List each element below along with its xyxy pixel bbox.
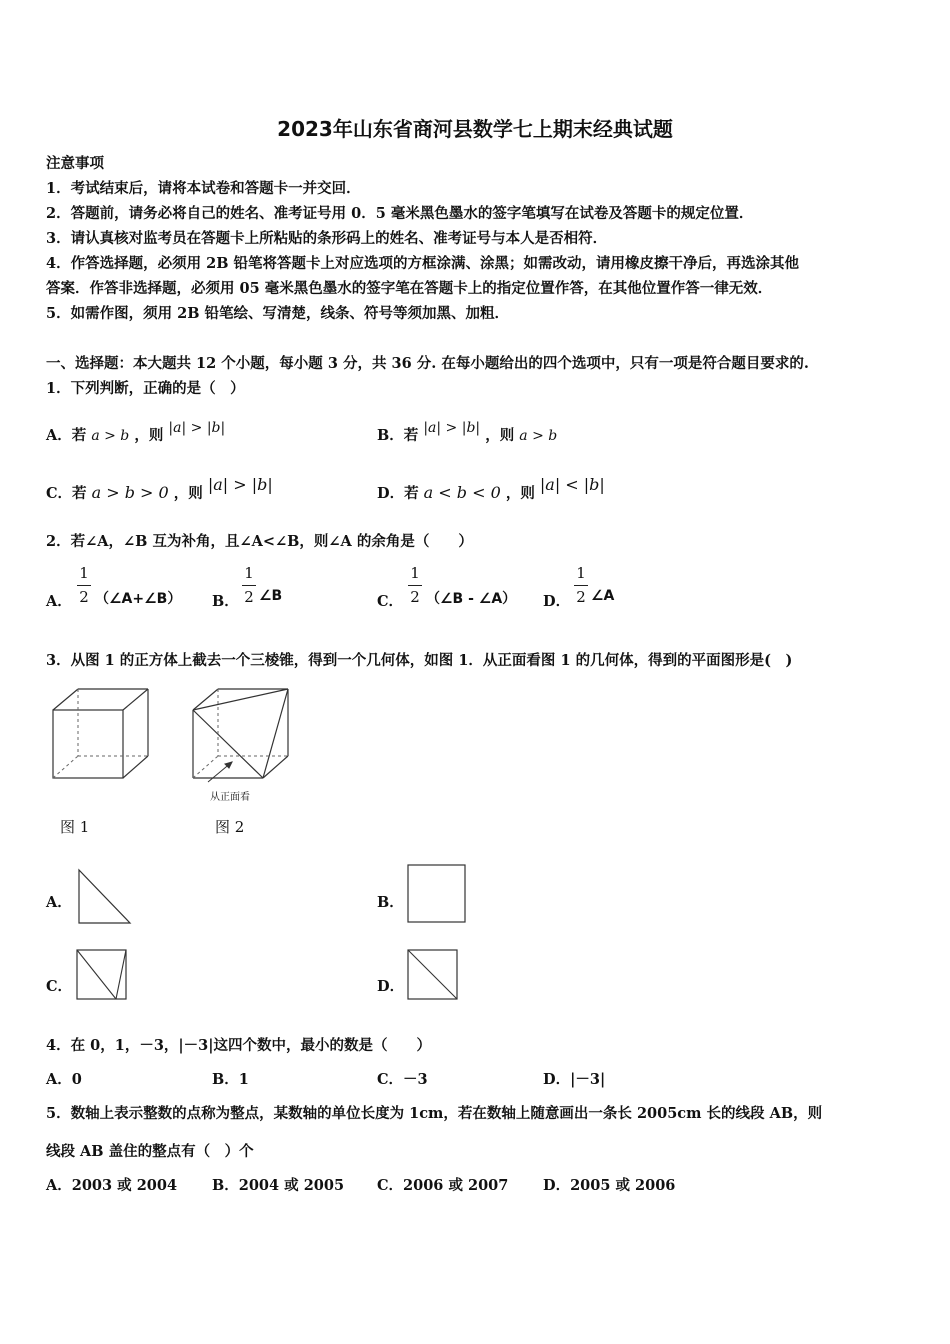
notice-item: 3．请认真核对监考员在答题卡上所粘贴的条形码上的姓名、准考证号与本人是否相符．: [46, 230, 608, 247]
q5-stem-line-2: 线段 AB 盖住的整点有（ ）个: [46, 1143, 254, 1160]
q5-option-c[interactable]: C．2006 或 2007: [377, 1177, 509, 1194]
q2-option-a-text: （∠A+∠B）: [95, 591, 182, 607]
q2-option-b-text: ∠B: [259, 588, 283, 604]
q5-option-d[interactable]: D．2005 或 2006: [543, 1177, 676, 1194]
option-text: ，则: [485, 427, 515, 444]
fraction-one-half: [408, 564, 422, 606]
q5-option-b[interactable]: B．2004 或 2005: [212, 1177, 345, 1194]
fraction-numerator: 1: [244, 564, 254, 582]
q2-option-d-text: ∠A: [591, 588, 615, 604]
option-c-square-diagonals-shape: [76, 949, 128, 1001]
fraction-one-half: [77, 564, 91, 606]
q3-option-b[interactable]: B．: [377, 894, 404, 911]
q2-option-c-text: （∠B - ∠A）: [426, 591, 517, 607]
option-text: ，则: [134, 427, 164, 444]
option-label: C．若: [46, 485, 87, 502]
fraction-denominator: 2: [410, 588, 420, 606]
page-title: 2023年山东省商河县数学七上期末经典试题: [277, 117, 673, 141]
math-expression: a > b > 0: [91, 483, 169, 502]
notice-item: 2．答题前，请务必将自己的姓名、准考证号用 0．5 毫米黑色墨水的签字笔填写在试卷及答题卡的规定位置．: [46, 205, 754, 222]
math-expression: a > b: [91, 428, 130, 444]
option-label: B．若: [377, 427, 419, 444]
notice-item: 5．如需作图，须用 2B 铅笔绘、写清楚，线条、符号等须加黑、加粗．: [46, 305, 510, 322]
fraction-numerator: 1: [410, 564, 420, 582]
q4-option-a[interactable]: A．0: [46, 1071, 82, 1088]
q2-option-a-label[interactable]: A．: [46, 593, 72, 610]
figure-2-cut-cube: [190, 686, 295, 801]
option-label: A．若: [46, 427, 87, 444]
figure-2-caption: 图 2: [215, 818, 245, 836]
option-label: D．若: [377, 485, 419, 502]
math-expression: |a| > |b|: [423, 420, 481, 436]
notice-item: 4．作答选择题，必须用 2B 铅笔将答题卡上对应选项的方框涂满、涂黑；如需改动，请用橡皮擦干净后，再选涂其他: [46, 255, 800, 272]
notice-heading: 注意事项: [46, 155, 104, 172]
fraction-denominator: 2: [244, 588, 254, 606]
q1-stem: 1．下列判断，正确的是（ ）: [46, 380, 245, 397]
q3-option-a[interactable]: A．: [46, 894, 72, 911]
q1-option-b[interactable]: [377, 420, 558, 445]
q1-option-d[interactable]: [377, 475, 605, 503]
q3-option-c[interactable]: C．: [46, 978, 73, 995]
math-expression: |a| > |b|: [168, 420, 226, 436]
fraction-one-half: [574, 564, 588, 606]
fraction-numerator: 1: [576, 564, 586, 582]
notice-item: 答案．作答非选择题，必须用 05 毫米黑色墨水的签字笔在答题卡上的指定位置作答，在其他位置作答一律无效．: [46, 280, 773, 297]
q1-option-a[interactable]: [46, 420, 226, 445]
q2-option-b-label[interactable]: B．: [212, 593, 239, 610]
option-text: ，则: [173, 485, 203, 502]
q5-stem-line-1: 5．数轴上表示整数的点称为整点，某数轴的单位长度为 1cm，若在数轴上随意画出一条长 2005cm 长的线段 AB，则: [46, 1105, 823, 1122]
fraction-one-half: [242, 564, 256, 606]
option-b-square-shape: [407, 864, 467, 924]
figure-1-cube: [50, 686, 155, 781]
figure-1-caption: 图 1: [60, 818, 90, 836]
q5-option-a[interactable]: A．2003 或 2004: [46, 1177, 178, 1194]
fraction-denominator: 2: [576, 588, 586, 606]
q2-stem: 2．若∠A，∠B 互为补角，且∠A<∠B，则∠A 的余角是（ ）: [46, 533, 473, 550]
q4-option-b[interactable]: B．1: [212, 1071, 249, 1088]
q3-stem: 3．从图 1 的正方体上截去一个三棱锥，得到一个几何体，如图 1．从正面看图 1 的几何体，得到的平面图形是( ): [46, 652, 793, 669]
option-a-triangle-shape: [78, 869, 132, 925]
q4-stem: 4．在 0，1，－3，|－3|这四个数中，最小的数是（ ）: [46, 1037, 432, 1054]
q4-option-d[interactable]: D．|－3|: [543, 1071, 606, 1088]
arrow-label: 从正面看: [210, 792, 250, 803]
q3-option-d[interactable]: D．: [377, 978, 405, 995]
math-expression: |a| < |b|: [539, 475, 605, 494]
q4-option-c[interactable]: C．－3: [377, 1071, 428, 1088]
math-expression: a < b < 0: [423, 483, 501, 502]
section-heading: 一、选择题：本大题共 12 个小题，每小题 3 分，共 36 分. 在每小题给出的四个选项中，只有一项是符合题目要求的.: [46, 355, 809, 372]
option-text: ，则: [505, 485, 535, 502]
option-d-square-diagonal-shape: [407, 949, 459, 1001]
q2-option-c-label[interactable]: C．: [377, 593, 404, 610]
math-expression: |a| > |b|: [207, 475, 273, 494]
notice-item: 1．考试结束后，请将本试卷和答题卡一并交回．: [46, 180, 361, 197]
q1-option-c[interactable]: [46, 475, 273, 503]
fraction-denominator: 2: [79, 588, 89, 606]
fraction-numerator: 1: [79, 564, 89, 582]
math-expression: a > b: [519, 428, 558, 444]
q2-option-d-label[interactable]: D．: [543, 593, 571, 610]
